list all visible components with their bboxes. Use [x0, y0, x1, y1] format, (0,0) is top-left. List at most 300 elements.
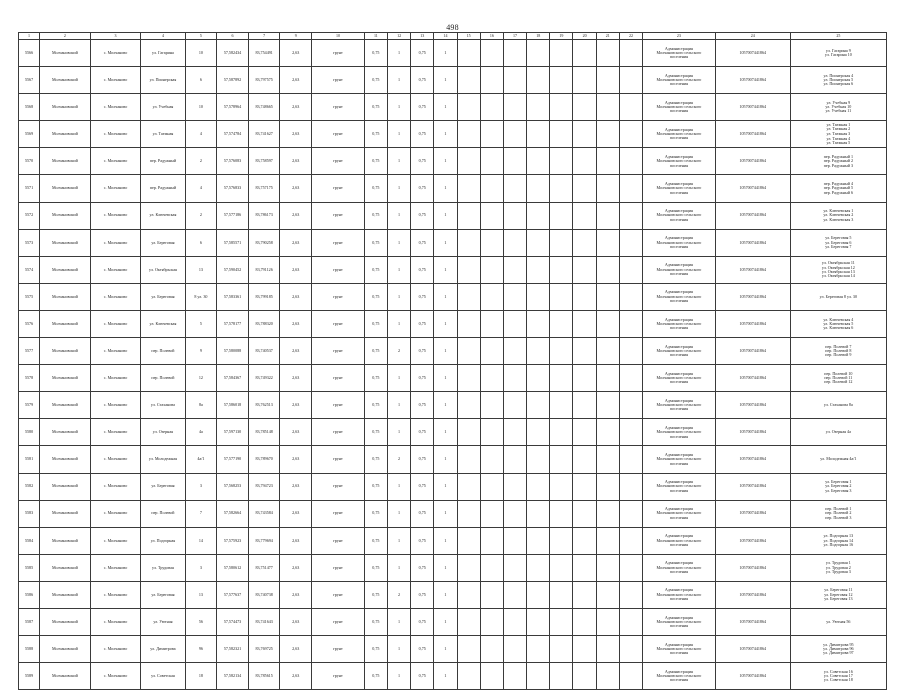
owner-line: Молчановского сельского [656, 456, 702, 462]
latitude-cell: 57,582434 [217, 40, 249, 67]
value-cell: 0,75 [364, 310, 387, 337]
address-line: пер. Полевой 10 [824, 370, 853, 376]
latitude-cell: 57,597130 [217, 419, 249, 446]
value-cell: 1 [387, 202, 410, 229]
table-row [19, 40, 887, 67]
address-line: ул. Октябрьская 11 [821, 260, 855, 266]
owner-cell [643, 338, 716, 365]
latitude-cell: 57,582134 [217, 663, 249, 690]
street-cell: пер. Полевой [141, 500, 185, 527]
empty-cell [596, 256, 619, 283]
row-id: 5574 [19, 256, 40, 283]
empty-cell [480, 581, 503, 608]
longitude-cell: 83,794723 [248, 473, 280, 500]
row-id: 5573 [19, 229, 40, 256]
owner-line: поселения [669, 406, 688, 412]
empty-cell [503, 310, 526, 337]
surface-cell: грунт [312, 554, 365, 581]
value-cell: 1 [387, 40, 410, 67]
owner-line: Администрация [664, 208, 693, 214]
empty-cell [480, 608, 503, 635]
locality-cell: с. Молчаново [90, 446, 141, 473]
surface-cell: грунт [312, 338, 365, 365]
district-cell: Молчановский [40, 175, 91, 202]
value-cell: 1 [387, 365, 410, 392]
house-cell: 2 [185, 148, 217, 175]
empty-cell [619, 229, 642, 256]
empty-cell [480, 121, 503, 148]
value-cell: 0,75 [411, 202, 434, 229]
longitude-cell: 83,797575 [248, 67, 280, 94]
locality-cell: с. Молчаново [90, 40, 141, 67]
address-line: пер. Полевой 1 [825, 506, 852, 512]
address-line: пер. Радужный 6 [823, 189, 853, 195]
column-number: 1 [19, 33, 40, 40]
longitude-cell: 83,786173 [248, 202, 280, 229]
inn-cell: 1057007441864 [715, 392, 790, 419]
value-cell: 1 [434, 581, 457, 608]
owner-cell [643, 229, 716, 256]
latitude-cell: 57,590452 [217, 256, 249, 283]
empty-cell [573, 67, 596, 94]
value-cell: 1 [434, 446, 457, 473]
empty-cell [527, 121, 550, 148]
inn-cell: 1057007441864 [715, 175, 790, 202]
inn-cell: 1057007441864 [715, 283, 790, 310]
owner-line: поселения [669, 487, 688, 493]
longitude-cell: 83,791126 [248, 256, 280, 283]
owner-cell [643, 94, 716, 121]
empty-cell [619, 283, 642, 310]
row-id: 5585 [19, 554, 40, 581]
value-cell: 0,75 [364, 581, 387, 608]
house-cell: 9 [185, 338, 217, 365]
house-cell: 8 ул. 30 [185, 283, 217, 310]
locality-cell: с. Молчаново [90, 554, 141, 581]
empty-cell [619, 338, 642, 365]
address-line: пер. Полевой 2 [825, 510, 852, 516]
street-cell: ул. Береговая [141, 473, 185, 500]
longitude-cell: 83,748665 [248, 94, 280, 121]
value-cell: 1 [434, 554, 457, 581]
address-line: ул. Пионерская 4 [823, 72, 854, 78]
district-cell: Молчановский [40, 365, 91, 392]
table-row [19, 365, 887, 392]
row-id: 5576 [19, 310, 40, 337]
owner-line: поселения [669, 379, 688, 385]
empty-cell [596, 446, 619, 473]
district-cell: Молчановский [40, 121, 91, 148]
value-cell: 1 [387, 310, 410, 337]
empty-cell [503, 175, 526, 202]
empty-cell [503, 229, 526, 256]
column-number: 6 [217, 33, 249, 40]
empty-cell [527, 365, 550, 392]
empty-cell [596, 175, 619, 202]
empty-cell [573, 148, 596, 175]
address-line: пер. Радужный 5 [823, 185, 853, 191]
column-number: 2 [40, 33, 91, 40]
value-cell: 1 [387, 229, 410, 256]
empty-cell [457, 365, 480, 392]
empty-cell [503, 283, 526, 310]
area-cell: 2,63 [280, 365, 312, 392]
address-line: ул. Учебная 9 [826, 99, 851, 105]
value-cell: 1 [387, 419, 410, 446]
inn-cell: 1057007441864 [715, 148, 790, 175]
value-cell: 1 [434, 365, 457, 392]
empty-cell [457, 527, 480, 554]
row-id: 5579 [19, 392, 40, 419]
owner-line: Администрация [664, 370, 693, 376]
column-number: 10 [312, 33, 365, 40]
value-cell: 0,75 [411, 229, 434, 256]
empty-cell [457, 94, 480, 121]
addresses-cell [790, 581, 886, 608]
value-cell: 1 [434, 419, 457, 446]
district-cell: Молчановский [40, 148, 91, 175]
empty-cell [503, 581, 526, 608]
longitude-cell: 83,789670 [248, 446, 280, 473]
row-id: 5581 [19, 446, 40, 473]
column-number: 18 [527, 33, 550, 40]
street-cell: ул. Пионерская [141, 67, 185, 94]
empty-cell [596, 94, 619, 121]
owner-line: Администрация [664, 72, 693, 78]
value-cell: 0,75 [364, 446, 387, 473]
empty-cell [503, 121, 526, 148]
owner-line: Администрация [664, 153, 693, 159]
surface-cell: грунт [312, 148, 365, 175]
empty-cell [457, 256, 480, 283]
surface-cell: грунт [312, 175, 365, 202]
addresses-cell [790, 202, 886, 229]
address-line: ул. Трудовая 3 [825, 568, 851, 574]
address-line: ул. Трудовая 1 [825, 560, 851, 566]
value-cell: 1 [434, 310, 457, 337]
row-id: 5587 [19, 608, 40, 635]
inn-cell: 1057007441864 [715, 527, 790, 554]
latitude-cell: 57,585571 [217, 229, 249, 256]
latitude-cell: 57,580612 [217, 554, 249, 581]
surface-cell: грунт [312, 419, 365, 446]
owner-cell [643, 256, 716, 283]
district-cell: Молчановский [40, 581, 91, 608]
area-cell: 2,63 [280, 392, 312, 419]
owner-line: поселения [669, 243, 688, 249]
address-line: ул. Береговая 6 [825, 239, 852, 245]
owner-line: Молчановского сельского [656, 618, 702, 624]
empty-cell [596, 365, 619, 392]
empty-cell [573, 121, 596, 148]
inn-cell: 1057007441864 [715, 446, 790, 473]
addresses-cell [790, 40, 886, 67]
address-line: пер. Радужный 4 [823, 181, 853, 187]
empty-cell [503, 202, 526, 229]
empty-cell [503, 608, 526, 635]
value-cell: 0,75 [364, 229, 387, 256]
longitude-cell: 83,741643 [248, 608, 280, 635]
value-cell: 0,75 [364, 608, 387, 635]
empty-cell [480, 473, 503, 500]
owner-line: Администрация [664, 343, 693, 349]
value-cell: 0,75 [364, 338, 387, 365]
house-cell: 13 [185, 256, 217, 283]
locality-cell: с. Молчаново [90, 121, 141, 148]
empty-cell [457, 121, 480, 148]
empty-cell [573, 554, 596, 581]
longitude-cell: 83,740537 [248, 338, 280, 365]
table-row [19, 527, 887, 554]
empty-cell [527, 310, 550, 337]
owner-line: Администрация [664, 316, 693, 322]
empty-cell [596, 608, 619, 635]
empty-cell [503, 148, 526, 175]
address-line: ул. Димитрова 96 [823, 645, 854, 651]
address-line: ул. Ключевская 2 [823, 212, 854, 218]
value-cell: 1 [387, 256, 410, 283]
value-cell: 0,75 [411, 40, 434, 67]
owner-line: Молчановского сельского [656, 212, 702, 218]
value-cell: 0,75 [411, 148, 434, 175]
empty-cell [619, 310, 642, 337]
address-line: ул. Подгорная 13 [823, 533, 854, 539]
house-cell: 3 [185, 554, 217, 581]
owner-cell [643, 283, 716, 310]
owner-line: Молчановского сельского [656, 185, 702, 191]
empty-cell [619, 67, 642, 94]
empty-cell [457, 175, 480, 202]
addresses-cell [790, 392, 886, 419]
latitude-cell: 57,574473 [217, 608, 249, 635]
value-cell: 1 [434, 392, 457, 419]
address-line: ул. Береговая 12 [824, 591, 853, 597]
empty-cell [596, 40, 619, 67]
value-cell: 0,75 [411, 663, 434, 690]
address-line: ул. Октябрьская 12 [821, 264, 855, 270]
latitude-cell: 57,584367 [217, 365, 249, 392]
inn-cell: 1057007441864 [715, 608, 790, 635]
owner-cell [643, 663, 716, 690]
empty-cell [527, 554, 550, 581]
value-cell: 1 [434, 473, 457, 500]
value-cell: 1 [387, 175, 410, 202]
area-cell: 2,63 [280, 283, 312, 310]
table-row [19, 94, 887, 121]
address-line: пер. Полевой 3 [825, 514, 852, 520]
surface-cell: грунт [312, 446, 365, 473]
owner-line: Молчановского сельского [656, 402, 702, 408]
empty-cell [527, 663, 550, 690]
empty-cell [527, 148, 550, 175]
value-cell: 1 [387, 283, 410, 310]
addresses-cell [790, 365, 886, 392]
empty-cell [550, 446, 573, 473]
empty-cell [480, 310, 503, 337]
street-cell: ул. Береговая [141, 581, 185, 608]
longitude-cell: 83,741627 [248, 121, 280, 148]
empty-cell [550, 283, 573, 310]
table-row [19, 473, 887, 500]
empty-cell [457, 554, 480, 581]
house-cell: 12 [185, 365, 217, 392]
value-cell: 0,75 [411, 500, 434, 527]
empty-cell [503, 94, 526, 121]
address-line: пер. Полевой 11 [824, 375, 853, 381]
address-line: ул. Береговая 13 [824, 596, 853, 602]
empty-cell [619, 175, 642, 202]
address-line: ул. Таежная 5 [826, 140, 851, 146]
column-number: 3 [90, 33, 141, 40]
inn-cell: 1057007441864 [715, 581, 790, 608]
owner-line: поселения [669, 596, 688, 602]
address-line: ул. Береговая 1 [825, 479, 852, 485]
value-cell: 0,75 [411, 94, 434, 121]
value-cell: 0,75 [364, 256, 387, 283]
empty-cell [480, 554, 503, 581]
owner-cell [643, 392, 716, 419]
house-cell: 10 [185, 94, 217, 121]
latitude-cell: 57,577186 [217, 202, 249, 229]
addresses-cell [790, 527, 886, 554]
owner-cell [643, 419, 716, 446]
empty-cell [457, 446, 480, 473]
owner-line: Администрация [664, 668, 693, 674]
locality-cell: с. Молчаново [90, 636, 141, 663]
empty-cell [457, 338, 480, 365]
empty-cell [596, 121, 619, 148]
empty-cell [550, 229, 573, 256]
owner-cell [643, 608, 716, 635]
value-cell: 1 [434, 121, 457, 148]
longitude-cell: 83,785615 [248, 663, 280, 690]
owner-line: Молчановского сельского [656, 375, 702, 381]
locality-cell: с. Молчаново [90, 94, 141, 121]
area-cell: 2,63 [280, 636, 312, 663]
value-cell: 0,75 [411, 581, 434, 608]
owner-line: Молчановского сельского [656, 591, 702, 597]
surface-cell: грунт [312, 392, 365, 419]
row-id: 5575 [19, 283, 40, 310]
empty-cell [503, 527, 526, 554]
empty-cell [480, 256, 503, 283]
area-cell: 2,63 [280, 121, 312, 148]
surface-cell: грунт [312, 608, 365, 635]
street-cell: ул. Озерная [141, 419, 185, 446]
addresses-cell [790, 148, 886, 175]
value-cell: 1 [387, 608, 410, 635]
inn-cell: 1057007441864 [715, 554, 790, 581]
street-cell: ул. Ключевская [141, 310, 185, 337]
district-cell: Молчановский [40, 310, 91, 337]
surface-cell: грунт [312, 283, 365, 310]
address-line: ул. Димитрова 97 [823, 650, 854, 656]
empty-cell [573, 419, 596, 446]
house-cell: 2 [185, 202, 217, 229]
locality-cell: с. Молчаново [90, 338, 141, 365]
latitude-cell: 57,583361 [217, 283, 249, 310]
column-number: 7 [248, 33, 280, 40]
value-cell: 1 [434, 202, 457, 229]
latitude-cell: 57,578177 [217, 310, 249, 337]
empty-cell [573, 365, 596, 392]
column-number: 24 [715, 33, 790, 40]
value-cell: 2 [387, 581, 410, 608]
address-line: ул. Береговая 5 [825, 235, 852, 241]
street-cell: пер. Полевой [141, 365, 185, 392]
empty-cell [527, 473, 550, 500]
owner-line: Молчановского сельского [656, 645, 702, 651]
empty-cell [619, 446, 642, 473]
empty-cell [480, 392, 503, 419]
value-cell: 1 [434, 636, 457, 663]
owner-line: поселения [669, 677, 688, 683]
empty-cell [596, 392, 619, 419]
row-id: 5580 [19, 419, 40, 446]
row-id: 5578 [19, 365, 40, 392]
empty-cell [503, 473, 526, 500]
column-number: 25 [790, 33, 886, 40]
value-cell: 2 [387, 446, 410, 473]
house-cell: 13 [185, 581, 217, 608]
inn-cell: 1057007441864 [715, 121, 790, 148]
empty-cell [457, 283, 480, 310]
address-line: ул. Советская 18 [823, 677, 853, 683]
address-line: пер. Радужный 3 [823, 162, 853, 168]
street-cell: ул. Ключевская [141, 202, 185, 229]
table-row [19, 175, 887, 202]
address-line: ул. Озерная 4а [825, 429, 851, 435]
house-cell: 8а [185, 392, 217, 419]
empty-cell [596, 473, 619, 500]
address-line: ул. Гагарина 9 [825, 47, 851, 53]
latitude-cell: 57,568253 [217, 473, 249, 500]
empty-cell [480, 446, 503, 473]
empty-cell [550, 500, 573, 527]
addresses-cell [790, 94, 886, 121]
address-line: ул. Таежная 4 [826, 135, 851, 141]
empty-cell [550, 663, 573, 690]
empty-cell [527, 392, 550, 419]
empty-cell [550, 40, 573, 67]
value-cell: 0,75 [411, 338, 434, 365]
addresses-cell [790, 67, 886, 94]
empty-cell [550, 365, 573, 392]
empty-cell [596, 663, 619, 690]
table-row [19, 229, 887, 256]
area-cell: 2,63 [280, 663, 312, 690]
table-row [19, 256, 887, 283]
address-line: ул. Таежная 3 [826, 130, 851, 136]
owner-line: поселения [669, 189, 688, 195]
empty-cell [550, 419, 573, 446]
owner-cell [643, 175, 716, 202]
empty-cell [457, 608, 480, 635]
empty-cell [550, 473, 573, 500]
area-cell: 2,63 [280, 229, 312, 256]
address-line: ул. Учебная 11 [825, 108, 852, 114]
empty-cell [573, 310, 596, 337]
value-cell: 0,75 [364, 94, 387, 121]
empty-cell [596, 419, 619, 446]
district-cell: Молчановский [40, 40, 91, 67]
addresses-cell [790, 121, 886, 148]
district-cell: Молчановский [40, 94, 91, 121]
locality-cell: с. Молчаново [90, 175, 141, 202]
area-cell: 2,63 [280, 419, 312, 446]
row-id: 5566 [19, 40, 40, 67]
locality-cell: с. Молчаново [90, 473, 141, 500]
